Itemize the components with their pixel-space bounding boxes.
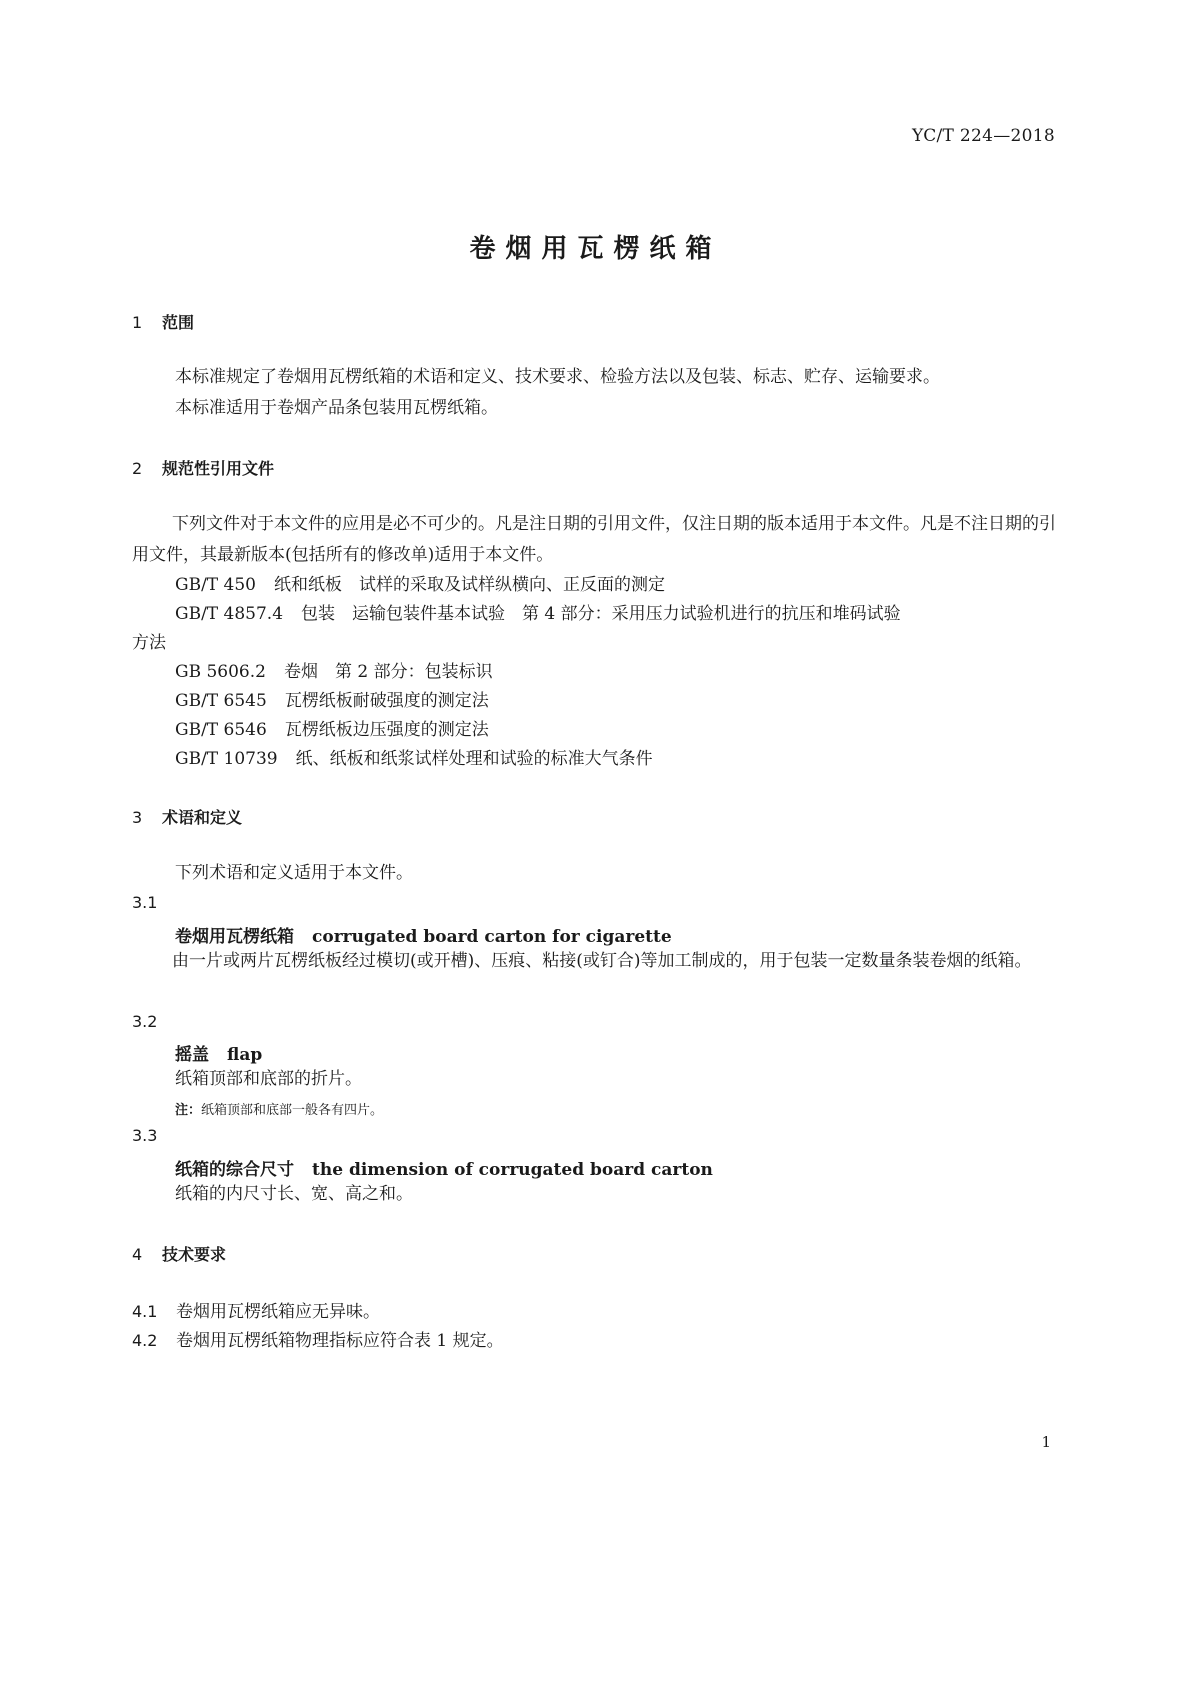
section-2-heading: [132, 456, 274, 479]
reference-title: 纸、纸板和纸浆试样处理和试验的标准大气条件: [295, 749, 653, 769]
standard-number: YC/T 224—2018: [911, 126, 1055, 146]
term-heading: [175, 1155, 713, 1180]
term-zh: 纸箱的综合尺寸: [175, 1160, 294, 1180]
section-4-heading: [132, 1242, 226, 1265]
document-title: 卷烟用瓦楞纸箱: [469, 234, 722, 264]
reference-code: GB/T 450: [175, 575, 256, 595]
section-title: 技术要求: [162, 1245, 227, 1264]
section-number: 2: [132, 459, 143, 478]
requirement-item: [132, 1326, 504, 1351]
reference-code: GB/T 6545: [175, 691, 267, 711]
section-3-heading: [132, 805, 242, 828]
reference-continuation: 方法: [132, 633, 166, 653]
page-number: 1: [1041, 1433, 1051, 1451]
term-number: 3.3: [132, 1126, 158, 1145]
requirement-number: 4.2: [132, 1331, 158, 1350]
term-zh: 卷烟用瓦楞纸箱: [175, 927, 294, 947]
reference-code: GB/T 4857.4: [175, 604, 284, 624]
term-definition: 由一片或两片瓦楞纸板经过模切(或开槽)、压痕、粘接(或钉合)等加工制成的，用于包装一定数量条装卷烟的纸箱。: [172, 951, 1032, 971]
term-note: [175, 1099, 383, 1118]
term-zh: 摇盖: [175, 1045, 209, 1065]
reference-title: 纸和纸板 试样的采取及试样纵横向、正反面的测定: [274, 575, 665, 595]
term-heading: [175, 1040, 262, 1065]
reference-code: GB/T 10739: [175, 749, 278, 769]
section-title: 术语和定义: [162, 808, 243, 827]
section-number: 1: [132, 313, 143, 332]
reference-item: [175, 715, 489, 746]
section-title: 规范性引用文件: [162, 459, 275, 478]
section-1-heading: [132, 310, 194, 333]
term-en: flap: [227, 1045, 263, 1065]
reference-title: 瓦楞纸板边压强度的测定法: [284, 720, 489, 740]
reference-item: [175, 657, 493, 688]
requirement-text: 卷烟用瓦楞纸箱物理指标应符合表 1 规定。: [176, 1331, 504, 1351]
paragraph: 本标准规定了卷烟用瓦楞纸箱的术语和定义、技术要求、检验方法以及包装、标志、贮存、运输要求。: [175, 367, 940, 387]
reference-item: [175, 744, 653, 775]
reference-code: GB/T 6546: [175, 720, 267, 740]
term-number: 3.1: [132, 893, 158, 912]
term-en: corrugated board carton for cigarette: [312, 927, 672, 947]
note-text: 纸箱顶部和底部一般各有四片。: [201, 1103, 384, 1118]
paragraph: 本标准适用于卷烟产品条包装用瓦楞纸箱。: [175, 398, 498, 418]
paragraph: 下列文件对于本文件的应用是必不可少的。凡是注日期的引用文件，仅注日期的版本适用于本文件。凡是不注日期的引用文件，其最新版本(包括所有的修改单)适用于本文件。: [132, 514, 1056, 565]
term-definition: 纸箱的内尺寸长、宽、高之和。: [175, 1184, 413, 1204]
term-definition: 纸箱顶部和底部的折片。: [175, 1069, 362, 1089]
requirement-text: 卷烟用瓦楞纸箱应无异味。: [176, 1302, 380, 1322]
paragraph: 下列术语和定义适用于本文件。: [175, 863, 413, 883]
requirement-number: 4.1: [132, 1302, 158, 1321]
reference-title: 包装 运输包装件基本试验 第 4 部分：采用压力试验机进行的抗压和堆码试验: [301, 604, 901, 624]
reference-code: GB 5606.2: [175, 662, 266, 682]
note-label: 注：: [175, 1103, 202, 1118]
section-number: 4: [132, 1245, 143, 1264]
reference-item: [175, 599, 901, 630]
section-title: 范围: [162, 313, 195, 332]
section-number: 3: [132, 808, 143, 827]
reference-title: 瓦楞纸板耐破强度的测定法: [284, 691, 489, 711]
term-number: 3.2: [132, 1012, 158, 1031]
reference-item: [175, 686, 489, 717]
reference-item: [175, 570, 665, 601]
reference-title: 卷烟 第 2 部分：包装标识: [283, 662, 493, 682]
term-en: the dimension of corrugated board carton: [312, 1160, 713, 1180]
requirement-item: [132, 1297, 380, 1322]
term-heading: [175, 922, 672, 947]
